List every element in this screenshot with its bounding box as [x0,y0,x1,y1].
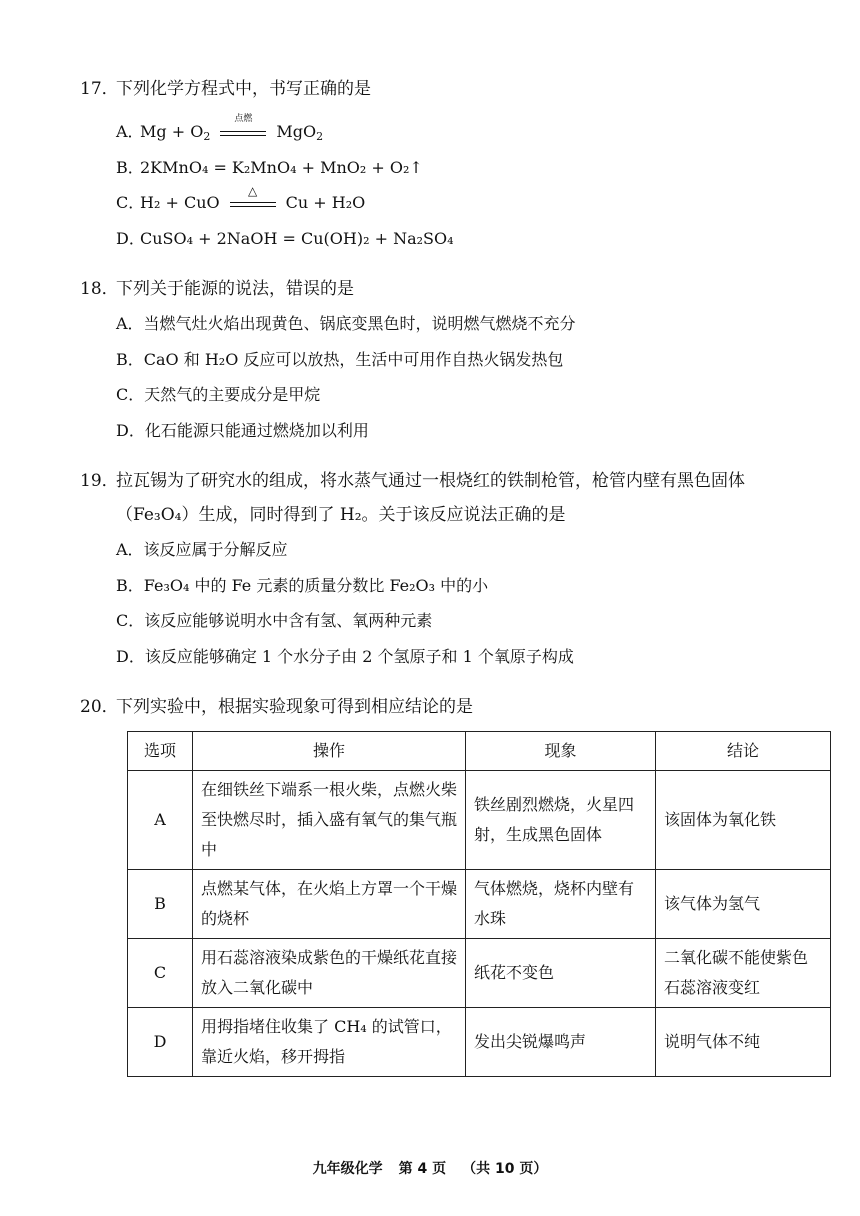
option-letter: B． [116,157,144,177]
table-header-row [128,732,831,771]
question-number: 19． [80,471,119,491]
footer-page-number: 第 4 页 [398,1161,447,1177]
table-row [128,870,831,939]
reaction-arrow [216,113,270,144]
option-a: A．该反应属于分解反应 [116,540,288,559]
equation-right: MgO [276,122,317,141]
row-option: A [128,771,193,870]
table-row [128,939,831,1008]
option-d [80,221,840,257]
table-row [128,1008,831,1077]
header-conclusion: 结论 [656,732,831,771]
subscript: 2 [203,130,211,143]
question-17-stem [80,72,840,106]
question-number: 17． [80,79,119,99]
header-operation: 操作 [193,732,466,771]
row-option: D [128,1008,193,1077]
row-phenomenon: 铁丝剧烈燃烧，火星四射，生成黑色固体 [466,771,656,870]
reaction-condition: 点燃 [234,113,253,124]
row-conclusion: 说明气体不纯 [656,1008,831,1077]
option-b [80,150,840,186]
page-footer [0,1158,860,1178]
row-option: B [128,870,193,939]
row-operation: 用石蕊溶液染成紫色的干燥纸花直接放入二氧化碳中 [193,939,466,1008]
question-number: 20． [80,697,119,717]
option-c: C．该反应能够说明水中含有氢、氧两种元素 [116,611,433,630]
option-b: B．Fe₃O₄ 中的 Fe 元素的质量分数比 Fe₂O₃ 中的小 [116,575,489,595]
subscript: 2 [316,130,324,143]
question-18-stem [80,272,840,306]
row-conclusion: 二氧化碳不能使紫色石蕊溶液变红 [656,939,831,1008]
row-operation: 用拇指堵住收集了 CH₄ 的试管口，靠近火焰，移开拇指 [193,1008,466,1077]
row-operation: 点燃某气体，在火焰上方罩一个干燥的烧杯 [193,870,466,939]
question-text: 拉瓦锡为了研究水的组成，将水蒸气通过一根烧红的铁制枪管，枪管内壁有黑色固体 [116,471,745,491]
option-letter: C． [116,193,145,212]
row-option: C [128,939,193,1008]
option-letter: D． [116,228,145,248]
footer-total-pages: （共 10 页） [462,1161,548,1177]
reaction-arrow [226,183,280,215]
option-d: D．化石能源只能通过燃烧加以利用 [116,420,369,440]
question-number: 18． [80,279,119,299]
question-19 [80,464,840,674]
question-20 [80,690,840,724]
question-text: 下列关于能源的说法，错误的是 [116,279,354,299]
question-17 [80,72,840,256]
row-conclusion: 该气体为氢气 [656,870,831,939]
option-c: C．天然气的主要成分是甲烷 [116,385,321,404]
row-phenomenon: 气体燃烧，烧杯内壁有水珠 [466,870,656,939]
question-19-stem-cont: （Fe₃O₄）生成，同时得到了 H₂。关于该反应说法正确的是 [116,505,566,525]
equation: 2KMnO₄ = K₂MnO₄ + MnO₂ + O₂↑ [140,157,423,177]
footer-subject: 九年级化学 [312,1161,383,1177]
question-19-stem [80,464,840,498]
question-text: 下列实验中，根据实验现象可得到相应结论的是 [116,697,473,717]
question-text: 下列化学方程式中，书写正确的是 [116,79,371,99]
row-phenomenon: 纸花不变色 [466,939,656,1008]
option-a: A．当燃气灶火焰出现黄色、锅底变黑色时，说明燃气燃烧不充分 [116,314,576,333]
equation: CuSO₄ + 2NaOH = Cu(OH)₂ + Na₂SO₄ [140,228,454,248]
question-18 [80,272,840,448]
option-letter: A． [116,122,144,141]
header-phenomenon: 现象 [466,732,656,771]
experiment-table [127,731,831,1077]
equation-left: Mg + O [140,122,204,141]
option-b: B．CaO 和 H₂O 反应可以放热，生活中可用作自热火锅发热包 [116,349,564,369]
table-row [128,771,831,870]
row-operation: 在细铁丝下端系一根火柴，点燃火柴至快燃尽时，插入盛有氧气的集气瓶中 [193,771,466,870]
option-d: D．该反应能够确定 1 个水分子由 2 个氢原子和 1 个氧原子构成 [116,646,574,666]
row-conclusion: 该固体为氧化铁 [656,771,831,870]
heat-icon: △ [247,183,258,198]
option-a [80,114,840,150]
equation-left: H₂ + CuO [140,193,220,212]
row-phenomenon: 发出尖锐爆鸣声 [466,1008,656,1077]
option-c [80,185,840,221]
header-option: 选项 [128,732,193,771]
question-20-stem [80,690,840,724]
equation-right: Cu + H₂O [285,193,366,212]
